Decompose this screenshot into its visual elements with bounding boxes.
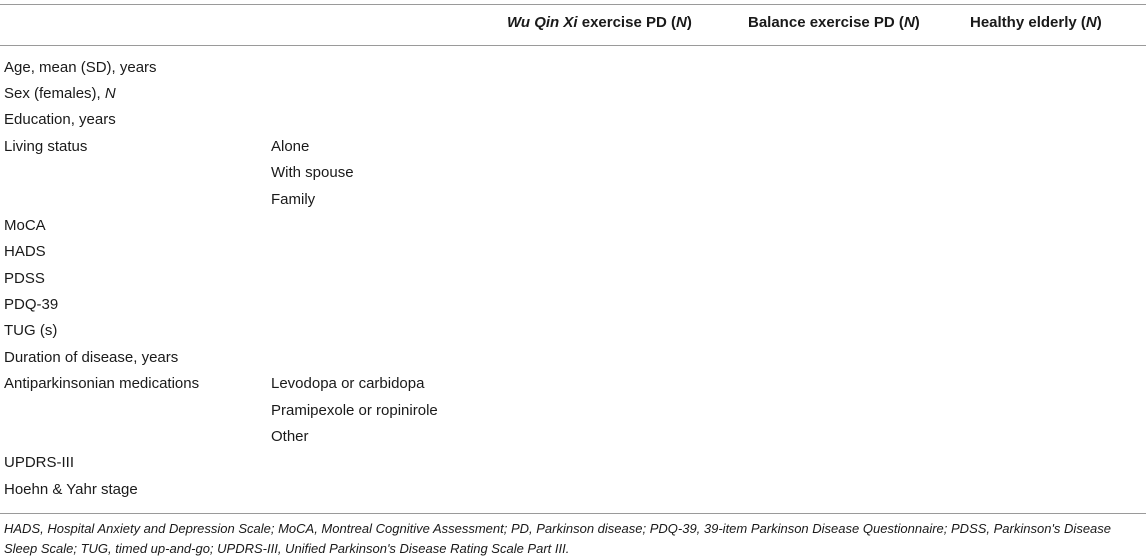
sub-med-other: Other bbox=[271, 428, 309, 445]
header-balance-pd bbox=[748, 14, 920, 31]
table-footnote: HADS, Hospital Anxiety and Depression Scale; MoCA, Montreal Cognitive Assessment; PD, Parkinson disease; PDQ-39, 39-item Parkinson Disease Questionnaire; PDSS, Parkinson's Disease Sleep Scale; TUG, timed up-and-go; UPDRS-III, Unified Parkinson's Disease Rating Scale Part III. bbox=[4, 521, 1112, 556]
row-sex bbox=[4, 84, 116, 104]
bottom-rule bbox=[0, 513, 1146, 514]
row-tug: TUG (s) bbox=[4, 322, 58, 339]
row-sex-n: N bbox=[104, 85, 116, 102]
row-pdss: PDSS bbox=[4, 270, 45, 287]
header-healthy-n: N bbox=[1085, 14, 1097, 31]
sub-living-family: Family bbox=[271, 191, 316, 208]
row-hads: HADS bbox=[4, 243, 46, 260]
header-healthy-label: Healthy elderly ( bbox=[970, 14, 1086, 31]
row-hoehn-yahr: Hoehn & Yahr stage bbox=[4, 481, 138, 498]
header-wqx-label: exercise PD ( bbox=[577, 14, 676, 31]
sub-living-spouse: With spouse bbox=[271, 164, 354, 181]
header-wqx-name: Wu Qin Xi bbox=[507, 14, 578, 31]
row-pdq39: PDQ-39 bbox=[4, 296, 59, 313]
header-rule bbox=[0, 45, 1146, 46]
header-balance-n: N bbox=[903, 14, 915, 31]
header-balance-label: Balance exercise PD ( bbox=[748, 14, 904, 31]
row-updrs: UPDRS-III bbox=[4, 454, 75, 471]
header-balance-close: ) bbox=[914, 14, 920, 31]
header-healthy-elderly bbox=[970, 14, 1102, 31]
row-age: Age, mean (SD), years bbox=[4, 59, 157, 76]
sub-med-pramipexole: Pramipexole or ropinirole bbox=[271, 402, 438, 419]
sub-living-alone: Alone bbox=[271, 138, 310, 155]
header-wqx-n: N bbox=[675, 14, 687, 31]
row-duration: Duration of disease, years bbox=[4, 349, 179, 366]
row-medications: Antiparkinsonian medications bbox=[4, 375, 200, 392]
row-living-status: Living status bbox=[4, 138, 88, 155]
top-rule bbox=[0, 4, 1146, 5]
header-wqx-pd bbox=[507, 14, 692, 31]
header-wqx-close: ) bbox=[686, 14, 692, 31]
row-moca: MoCA bbox=[4, 217, 46, 234]
sub-med-levodopa: Levodopa or carbidopa bbox=[271, 375, 425, 392]
header-healthy-close: ) bbox=[1096, 14, 1102, 31]
row-education: Education, years bbox=[4, 111, 116, 128]
row-sex-label: Sex (females), bbox=[4, 85, 105, 102]
